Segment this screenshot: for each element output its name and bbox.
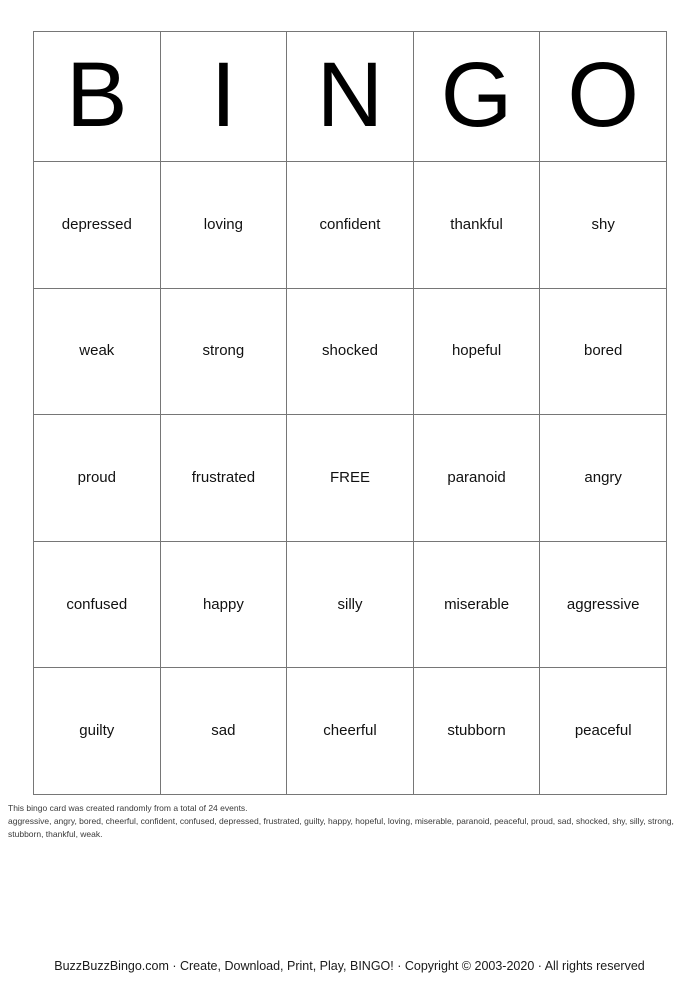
bingo-header-letter-i: [161, 32, 288, 161]
bingo-cell[interactable]: [540, 668, 666, 794]
bingo-cell-label: frustrated: [191, 468, 256, 486]
bingo-cell-label: happy: [202, 595, 244, 613]
header-letter-text: N: [316, 43, 384, 146]
bingo-cell-label: hopeful: [451, 342, 502, 360]
bingo-row: [34, 162, 666, 289]
bingo-cell[interactable]: [161, 162, 288, 288]
bingo-cell-label: bored: [583, 342, 623, 360]
bingo-row: [34, 415, 666, 542]
bingo-cell[interactable]: [161, 668, 288, 794]
bingo-card: [33, 31, 667, 795]
bingo-cell[interactable]: [414, 542, 541, 668]
bingo-cell-label: depressed: [61, 215, 132, 233]
bingo-cell[interactable]: [161, 415, 288, 541]
bingo-cell-label: miserable: [444, 595, 510, 613]
bingo-cell-label: thankful: [450, 215, 503, 233]
bingo-cell[interactable]: [287, 542, 414, 668]
bingo-cell-label: loving: [203, 215, 243, 233]
bingo-cell-label: proud: [77, 468, 116, 486]
bingo-cell[interactable]: [161, 289, 288, 415]
bingo-cell[interactable]: [287, 289, 414, 415]
bingo-cell[interactable]: [34, 289, 161, 415]
bingo-cell[interactable]: [34, 542, 161, 668]
bingo-cell[interactable]: [161, 542, 288, 668]
bingo-cell-label: confused: [66, 595, 128, 613]
bingo-cell[interactable]: [414, 415, 541, 541]
bingo-cell-label: paranoid: [447, 468, 506, 486]
bingo-cell[interactable]: [34, 162, 161, 288]
bingo-free-cell[interactable]: [287, 415, 414, 541]
bingo-cell[interactable]: [287, 162, 414, 288]
bingo-cell-label: aggressive: [566, 595, 640, 613]
bingo-row: [34, 542, 666, 669]
bingo-row: [34, 289, 666, 416]
bingo-cell[interactable]: [540, 542, 666, 668]
header-letter-text: B: [66, 43, 128, 146]
card-notes: [8, 802, 688, 842]
bingo-header-letter-g: [414, 32, 541, 161]
bingo-cell[interactable]: [414, 289, 541, 415]
bingo-header-row: [34, 32, 666, 162]
bingo-cell[interactable]: [540, 289, 666, 415]
bingo-free-label: FREE: [329, 468, 370, 486]
bingo-cell[interactable]: [540, 162, 666, 288]
bingo-cell[interactable]: [540, 415, 666, 541]
bingo-cell-label: silly: [337, 595, 363, 613]
header-letter-text: O: [567, 43, 639, 146]
bingo-cell[interactable]: [287, 668, 414, 794]
bingo-cell-label: sad: [211, 722, 236, 740]
bingo-cell-label: guilty: [79, 722, 115, 740]
footer-copyright-text: BuzzBuzzBingo.com · Create, Download, Print, Play, BINGO! · Copyright © 2003-2020 · All rights reserved: [54, 959, 645, 973]
bingo-cell-label: confident: [319, 215, 381, 233]
bingo-cell-label: stubborn: [447, 722, 506, 740]
card-notes-word-list: aggressive, angry, bored, cheerful, confident, confused, depressed, frustrated, guilty, happy, hopeful, loving, miserable, paranoid, peaceful, proud, sad, shocked, shy, silly, strong, stubborn, thankful, weak.: [8, 816, 674, 840]
bingo-row: [34, 668, 666, 794]
page-footer: [0, 958, 699, 974]
bingo-cell[interactable]: [34, 415, 161, 541]
bingo-cell-label: weak: [79, 342, 115, 360]
bingo-cell-label: cheerful: [323, 722, 377, 740]
bingo-header-letter-n: [287, 32, 414, 161]
bingo-header-letter-o: [540, 32, 666, 161]
bingo-cell-label: peaceful: [574, 722, 632, 740]
bingo-cell[interactable]: [414, 668, 541, 794]
bingo-cell[interactable]: [414, 162, 541, 288]
header-letter-text: I: [210, 43, 237, 146]
bingo-header-letter-b: [34, 32, 161, 161]
bingo-cell[interactable]: [34, 668, 161, 794]
bingo-cell-label: shy: [591, 215, 615, 233]
bingo-cell-label: angry: [584, 468, 622, 486]
card-notes-summary: This bingo card was created randomly from a total of 24 events.: [8, 803, 248, 813]
bingo-cell-label: strong: [202, 342, 245, 360]
bingo-cell-label: shocked: [322, 342, 378, 360]
header-letter-text: G: [440, 43, 513, 146]
